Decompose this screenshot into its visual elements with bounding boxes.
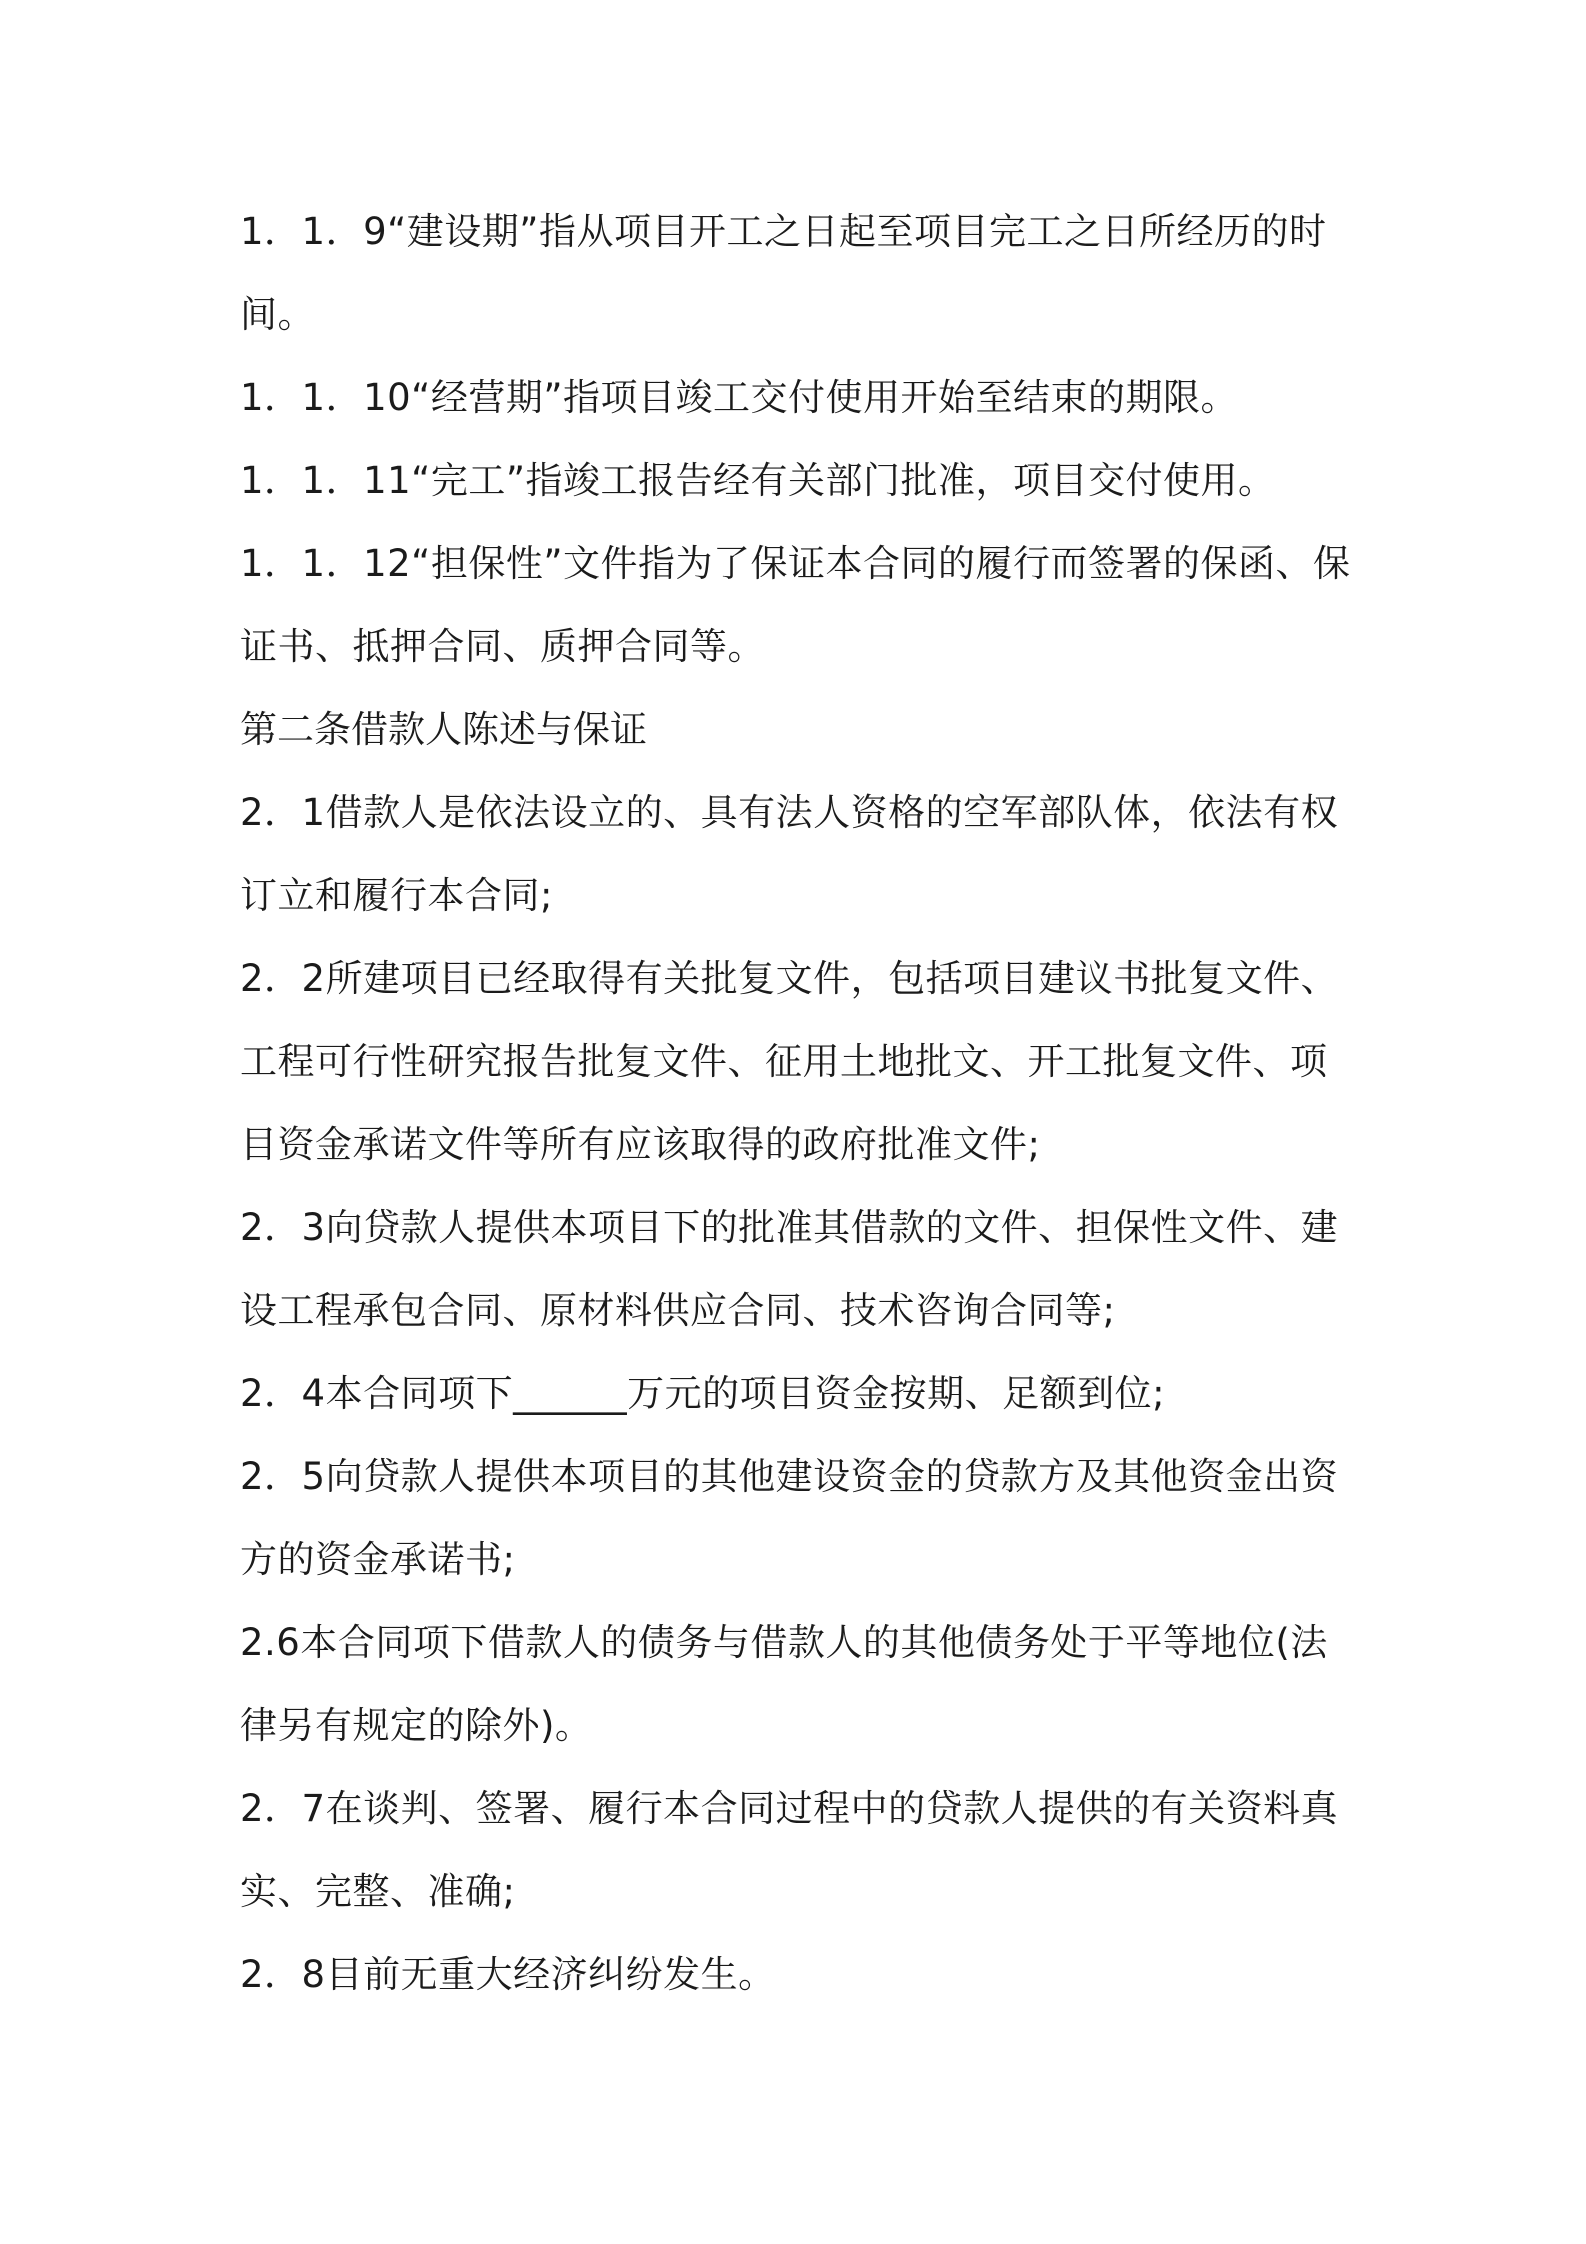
clause-2-3: 2．3向贷款人提供本项目下的批准其借款的文件、担保性文件、建设工程承包合同、原材料供应合同、技术咨询合同等; [240, 1206, 1339, 1332]
contract-text-body [240, 190, 1360, 2016]
clause-2-4: 2．4本合同项下______万元的项目资金按期、足额到位; [240, 1372, 1166, 1415]
article-2-heading: 第二条借款人陈述与保证 [240, 708, 647, 751]
clause-2-2: 2．2所建项目已经取得有关批复文件，包括项目建议书批复文件、工程可行性研究报告批复文件、征用土地批文、开工批复文件、项目资金承诺文件等所有应该取得的政府批准文件; [240, 957, 1339, 1166]
clause-2-7: 2．7在谈判、签署、履行本合同过程中的贷款人提供的有关资料真实、完整、准确; [240, 1787, 1339, 1913]
clause-1-1-9: 1．1．9“建设期”指从项目开工之日起至项目完工之日所经历的时间。 [240, 210, 1327, 336]
clause-1-1-11: 1．1．11“完工”指竣工报告经有关部门批准，项目交付使用。 [240, 459, 1276, 502]
clause-2-8: 2．8目前无重大经济纠纷发生。 [240, 1953, 776, 1996]
clause-1-1-12: 1．1．12“担保性”文件指为了保证本合同的履行而签署的保函、保证书、抵押合同、质押合同等。 [240, 542, 1351, 668]
clause-2-1: 2．1借款人是依法设立的、具有法人资格的空军部队体，依法有权订立和履行本合同; [240, 791, 1339, 917]
clause-1-1-10: 1．1．10“经营期”指项目竣工交付使用开始至结束的期限。 [240, 376, 1238, 419]
clause-2-6: 2.6本合同项下借款人的债务与借款人的其他债务处于平等地位(法律另有规定的除外)。 [240, 1621, 1328, 1747]
clause-2-5: 2．5向贷款人提供本项目的其他建设资金的贷款方及其他资金出资方的资金承诺书; [240, 1455, 1339, 1581]
